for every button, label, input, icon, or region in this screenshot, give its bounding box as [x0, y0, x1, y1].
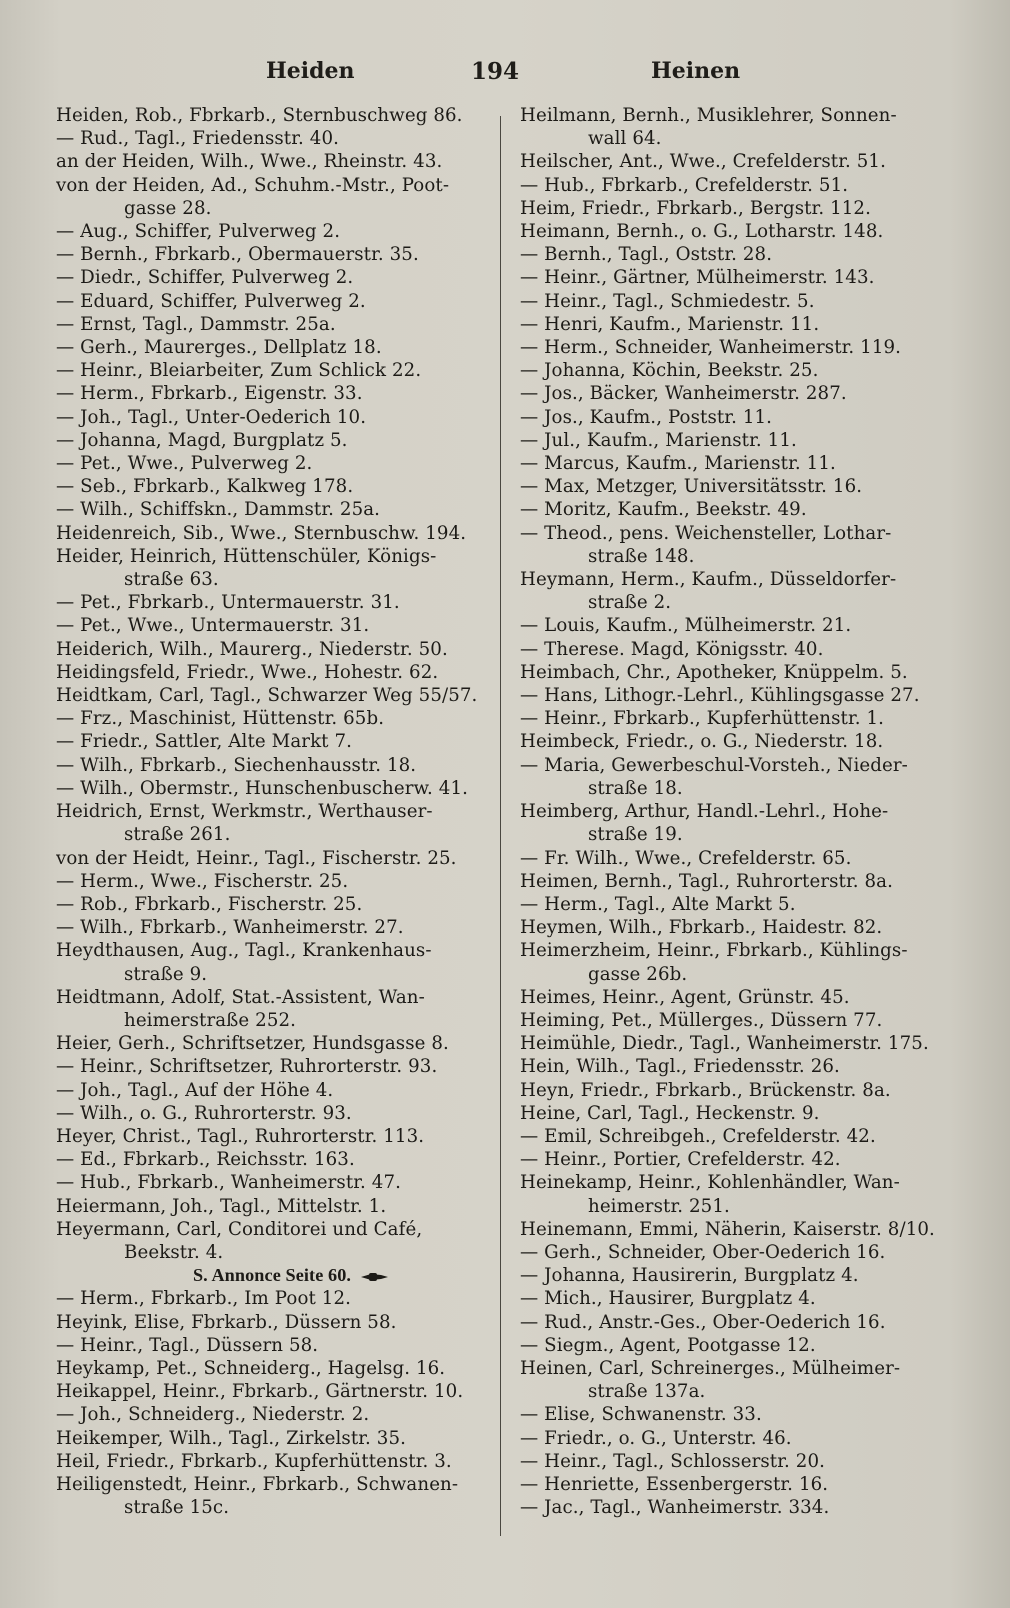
entry-continuation [520, 127, 952, 150]
directory-entry [520, 1032, 952, 1055]
entry-text: von der Heidt, Heinr., Tagl., Fischerstr. 25. [56, 847, 457, 869]
directory-entry [56, 1334, 486, 1357]
entry-text: — Wilh., o. G., Ruhrorterstr. 93. [56, 1102, 352, 1124]
directory-entry [56, 1148, 486, 1171]
directory-entry [56, 893, 486, 916]
directory-entry [520, 1241, 952, 1264]
directory-entry [56, 777, 486, 800]
entry-text: Beekstr. 4. [124, 1241, 224, 1263]
directory-entry [56, 1079, 486, 1102]
entry-text: Heimberg, Arthur, Handl.-Lehrl., Hohe- [520, 801, 889, 823]
entry-text: — Pet., Wwe., Pulverweg 2. [56, 453, 313, 475]
entry-text: Heyer, Christ., Tagl., Ruhrorterstr. 113. [56, 1125, 425, 1147]
directory-entry [56, 1311, 486, 1334]
entry-text: — Herm., Wwe., Fischerstr. 25. [56, 870, 349, 892]
entry-continuation [56, 1009, 486, 1032]
directory-entry [56, 870, 486, 893]
entry-continuation [520, 591, 952, 614]
header-right-keyword: Heinen [651, 58, 741, 84]
directory-entry [520, 1102, 952, 1125]
directory-entry [56, 707, 486, 730]
entry-continuation [520, 963, 952, 986]
directory-entry [520, 336, 952, 359]
entry-text: — Wilh., Obermstr., Hunschenbuscherw. 41. [56, 777, 469, 799]
entry-text: — Ed., Fbrkarb., Reichsstr. 163. [56, 1149, 355, 1171]
entry-text: — Pet., Fbrkarb., Untermauerstr. 31. [56, 592, 400, 614]
entry-text: — Friedr., o. G., Unterstr. 46. [520, 1427, 792, 1449]
entry-text: — Moritz, Kaufm., Beekstr. 49. [520, 499, 807, 521]
entry-text: — Herm., Tagl., Alte Markt 5. [520, 893, 796, 915]
entry-text: — Diedr., Schiffer, Pulverweg 2. [56, 267, 354, 289]
directory-entry [56, 406, 486, 429]
directory-entry [520, 197, 952, 220]
entry-text: Heiermann, Joh., Tagl., Mittelstr. 1. [56, 1195, 387, 1217]
entry-text: — Therese. Magd, Königsstr. 40. [520, 638, 824, 660]
directory-entry [520, 174, 952, 197]
directory-entry [56, 800, 486, 823]
directory-entry [520, 475, 952, 498]
entry-text: Heyink, Elise, Fbrkarb., Düssern 58. [56, 1311, 397, 1333]
directory-entry [56, 313, 486, 336]
directory-entry [56, 591, 486, 614]
entry-text: Heier, Gerh., Schriftsetzer, Hundsgasse 8. [56, 1033, 449, 1055]
directory-entry [520, 1496, 952, 1519]
directory-entry [520, 1287, 952, 1310]
entry-text: Heinemann, Emmi, Näherin, Kaiserstr. 8/10. [520, 1218, 935, 1240]
directory-entry [56, 522, 486, 545]
directory-entry [56, 1055, 486, 1078]
directory-entry [56, 684, 486, 707]
advertisement-notice [56, 1264, 486, 1287]
entry-text: — Heinr., Fbrkarb., Kupferhüttenstr. 1. [520, 708, 885, 730]
directory-entry [56, 1218, 486, 1241]
page-header [56, 58, 956, 98]
directory-entry [520, 498, 952, 521]
directory-entry [520, 800, 952, 823]
entry-text: Hein, Wilh., Tagl., Friedensstr. 26. [520, 1056, 840, 1078]
entry-text: — Bernh., Fbrkarb., Obermauerstr. 35. [56, 244, 419, 266]
entry-text: an der Heiden, Wilh., Wwe., Rheinstr. 43. [56, 151, 443, 173]
entry-text: — Rud., Tagl., Friedensstr. 40. [56, 128, 339, 150]
directory-entry [520, 638, 952, 661]
entry-text: straße 148. [588, 545, 695, 567]
directory-entry [56, 545, 486, 568]
entry-text: — Elise, Schwanenstr. 33. [520, 1404, 762, 1426]
directory-entry [520, 1218, 952, 1241]
entry-text: — Frz., Maschinist, Hüttenstr. 65b. [56, 708, 385, 730]
entry-text: — Heinr., Portier, Crefelderstr. 42. [520, 1149, 841, 1171]
pointing-hand-icon [359, 1271, 389, 1283]
entry-text: Heimbeck, Friedr., o. G., Niederstr. 18. [520, 731, 884, 753]
entry-text: — Johanna, Magd, Burgplatz 5. [56, 429, 348, 451]
directory-entry [56, 1287, 486, 1310]
entry-text: — Herm., Fbrkarb., Im Poot 12. [56, 1288, 352, 1310]
entry-text: Heimes, Heinr., Agent, Grünstr. 45. [520, 986, 850, 1008]
entry-text: Heilmann, Bernh., Musiklehrer, Sonnen- [520, 105, 897, 126]
directory-entry [520, 406, 952, 429]
entry-continuation [520, 545, 952, 568]
entry-text: Heil, Friedr., Fbrkarb., Kupferhüttenstr. 3. [56, 1450, 452, 1472]
directory-entry [56, 986, 486, 1009]
directory-entry [520, 359, 952, 382]
entry-text: — Heinr., Bleiarbeiter, Zum Schlick 22. [56, 360, 422, 382]
directory-entry [56, 614, 486, 637]
entry-text: — Bernh., Tagl., Oststr. 28. [520, 244, 773, 266]
right-column [520, 104, 952, 1519]
entry-text: Heilscher, Ant., Wwe., Crefelderstr. 51. [520, 151, 886, 173]
directory-entry [56, 1403, 486, 1426]
entry-continuation [56, 1241, 486, 1264]
header-left-keyword: Heiden [266, 58, 355, 84]
entry-text: — Johanna, Hausirerin, Burgplatz 4. [520, 1265, 859, 1287]
entry-text: Heidtkam, Carl, Tagl., Schwarzer Weg 55/57. [56, 685, 478, 707]
entry-text: — Siegm., Agent, Pootgasse 12. [520, 1334, 816, 1356]
entry-text: Heimann, Bernh., o. G., Lotharstr. 148. [520, 221, 884, 243]
entry-text: — Heinr., Schriftsetzer, Ruhrorterstr. 93. [56, 1056, 438, 1078]
entry-text: Heyn, Friedr., Fbrkarb., Brückenstr. 8a. [520, 1079, 891, 1101]
entry-text: Heidingsfeld, Friedr., Wwe., Hohestr. 62. [56, 661, 439, 683]
entry-text: Heiderich, Wilh., Maurerg., Niederstr. 50. [56, 638, 448, 660]
entry-text: — Herm., Schneider, Wanheimerstr. 119. [520, 337, 902, 359]
entry-continuation [56, 823, 486, 846]
entry-text: straße 15c. [124, 1497, 230, 1519]
entry-text: gasse 26b. [588, 963, 688, 985]
entry-text: — Heinr., Gärtner, Mülheimerstr. 143. [520, 267, 875, 289]
directory-entry [56, 847, 486, 870]
directory-entry [56, 638, 486, 661]
directory-entry [520, 150, 952, 173]
entry-text: — Eduard, Schiffer, Pulverweg 2. [56, 290, 366, 312]
entry-text: — Heinr., Tagl., Schmiedestr. 5. [520, 290, 815, 312]
entry-text: — Fr. Wilh., Wwe., Crefelderstr. 65. [520, 847, 852, 869]
entry-text: Heinen, Carl, Schreinerges., Mülheimer- [520, 1357, 901, 1379]
directory-entry [520, 452, 952, 475]
directory-entry [520, 986, 952, 1009]
entry-continuation [520, 823, 952, 846]
entry-text: Heimühle, Diedr., Tagl., Wanheimerstr. 175. [520, 1033, 929, 1055]
directory-entry [520, 290, 952, 313]
directory-entry [520, 1125, 952, 1148]
entry-text: — Jac., Tagl., Wanheimerstr. 334. [520, 1497, 830, 1519]
directory-entry [520, 893, 952, 916]
entry-text: Heidrich, Ernst, Werkmstr., Werthauser- [56, 801, 433, 823]
entry-text: wall 64. [588, 128, 662, 150]
entry-text: Heimen, Bernh., Tagl., Ruhrorterstr. 8a. [520, 870, 894, 892]
directory-entry [56, 1125, 486, 1148]
directory-entry [520, 429, 952, 452]
entry-text: — Max, Metzger, Universitätsstr. 16. [520, 476, 863, 498]
directory-entry [520, 916, 952, 939]
directory-entry [520, 870, 952, 893]
entry-continuation [520, 1195, 952, 1218]
directory-entry [56, 243, 486, 266]
entry-continuation [56, 568, 486, 591]
entry-text: straße 63. [124, 569, 219, 591]
entry-text: — Joh., Schneiderg., Niederstr. 2. [56, 1404, 370, 1426]
entry-text: — Jul., Kaufm., Marienstr. 11. [520, 429, 797, 451]
entry-continuation [520, 1380, 952, 1403]
directory-entry [520, 1264, 952, 1287]
directory-entry [56, 1427, 486, 1450]
entry-text: — Wilh., Fbrkarb., Siechenhausstr. 18. [56, 754, 417, 776]
entry-text: Heymen, Wilh., Fbrkarb., Haidestr. 82. [520, 917, 883, 939]
directory-entry [520, 614, 952, 637]
directory-entry [520, 754, 952, 777]
directory-entry [56, 1450, 486, 1473]
directory-entry [520, 684, 952, 707]
directory-entry [56, 104, 486, 127]
entry-text: Heymann, Herm., Kaufm., Düsseldorfer- [520, 569, 897, 591]
directory-entry [56, 359, 486, 382]
directory-entry [56, 754, 486, 777]
directory-entry [520, 266, 952, 289]
entry-text: — Wilh., Schiffskn., Dammstr. 25a. [56, 499, 381, 521]
directory-entry [56, 429, 486, 452]
entry-text: — Joh., Tagl., Auf der Höhe 4. [56, 1079, 334, 1101]
entry-text: — Joh., Tagl., Unter-Oederich 10. [56, 406, 367, 428]
entry-text: von der Heiden, Ad., Schuhm.-Mstr., Poot- [56, 174, 450, 196]
entry-text: Heinekamp, Heinr., Kohlenhändler, Wan- [520, 1172, 900, 1194]
entry-continuation [520, 777, 952, 800]
directory-entry [56, 661, 486, 684]
entry-text: straße 261. [124, 824, 231, 846]
directory-entry [56, 336, 486, 359]
entry-text: Heykamp, Pet., Schneiderg., Hagelsg. 16. [56, 1357, 446, 1379]
entry-text: straße 18. [588, 777, 683, 799]
directory-entry [56, 498, 486, 521]
entry-text: Heider, Heinrich, Hüttenschüler, Königs- [56, 545, 437, 567]
entry-text: Heim, Friedr., Fbrkarb., Bergstr. 112. [520, 197, 871, 219]
directory-entry [520, 104, 952, 127]
entry-text: Heikemper, Wilh., Tagl., Zirkelstr. 35. [56, 1427, 407, 1449]
entry-text: — Henriette, Essenbergerstr. 16. [520, 1473, 829, 1495]
directory-entry [56, 730, 486, 753]
entry-text: — Hub., Fbrkarb., Wanheimerstr. 47. [56, 1172, 402, 1194]
left-column [56, 104, 486, 1519]
entry-text: Heiligenstedt, Heinr., Fbrkarb., Schwanen- [56, 1473, 459, 1495]
entry-text: — Pet., Wwe., Untermauerstr. 31. [56, 615, 370, 637]
entry-text: Heimbach, Chr., Apotheker, Knüppelm. 5. [520, 661, 908, 683]
entry-text: — Marcus, Kaufm., Marienstr. 11. [520, 453, 836, 475]
directory-entry [520, 661, 952, 684]
entry-text: S. Annonce Seite 60. [192, 1265, 352, 1286]
entry-text: — Louis, Kaufm., Mülheimerstr. 21. [520, 615, 852, 637]
entry-text: — Gerh., Maurerges., Dellplatz 18. [56, 337, 382, 359]
directory-entry [520, 1357, 952, 1380]
directory-entry [56, 1032, 486, 1055]
entry-text: — Seb., Fbrkarb., Kalkweg 178. [56, 476, 354, 498]
entry-text: Heyermann, Carl, Conditorei und Café, [56, 1218, 423, 1240]
entry-text: — Hub., Fbrkarb., Crefelderstr. 51. [520, 174, 849, 196]
directory-entry [520, 1148, 952, 1171]
entry-text: straße 19. [588, 824, 683, 846]
entry-text: Heine, Carl, Tagl., Heckenstr. 9. [520, 1102, 820, 1124]
entry-text: Heiming, Pet., Müllerges., Düssern 77. [520, 1009, 883, 1031]
directory-entry [520, 1427, 952, 1450]
directory-entry [56, 220, 486, 243]
entry-text: Heidenreich, Sib., Wwe., Sternbuschw. 194. [56, 522, 467, 544]
directory-entry [520, 1450, 952, 1473]
directory-entry [56, 1473, 486, 1496]
entry-text: Heimerzheim, Heinr., Fbrkarb., Kühlings- [520, 940, 908, 962]
directory-entry [520, 847, 952, 870]
directory-entry [520, 730, 952, 753]
directory-entry [520, 1473, 952, 1496]
directory-entry [520, 1311, 952, 1334]
entry-text: — Henri, Kaufm., Marienstr. 11. [520, 313, 820, 335]
directory-entry [520, 568, 952, 591]
directory-entry [520, 1334, 952, 1357]
entry-text: Heydthausen, Aug., Tagl., Krankenhaus- [56, 940, 432, 962]
entry-text: — Herm., Fbrkarb., Eigenstr. 33. [56, 383, 363, 405]
entry-text: — Ernst, Tagl., Dammstr. 25a. [56, 313, 336, 335]
entry-text: — Gerh., Schneider, Ober-Oederich 16. [520, 1241, 886, 1263]
column-divider [500, 116, 501, 1536]
entry-text: straße 137a. [588, 1381, 706, 1403]
entry-text: — Emil, Schreibgeh., Crefelderstr. 42. [520, 1125, 876, 1147]
entry-text: Heikappel, Heinr., Fbrkarb., Gärtnerstr. 10. [56, 1381, 464, 1403]
directory-entry [56, 1195, 486, 1218]
directory-entry [520, 243, 952, 266]
directory-entry [520, 1403, 952, 1426]
directory-entry [520, 939, 952, 962]
page-number: 194 [471, 58, 520, 85]
entry-text: — Hans, Lithogr.-Lehrl., Kühlingsgasse 27. [520, 685, 920, 707]
entry-text: — Maria, Gewerbeschul-Vorsteh., Nieder- [520, 754, 908, 776]
entry-text: — Mich., Hausirer, Burgplatz 4. [520, 1288, 816, 1310]
directory-entry [520, 1079, 952, 1102]
directory-entry [56, 939, 486, 962]
entry-text: — Jos., Bäcker, Wanheimerstr. 287. [520, 383, 847, 405]
directory-entry [520, 382, 952, 405]
entry-text: heimerstr. 251. [588, 1195, 730, 1217]
entry-text: — Rud., Anstr.-Ges., Ober-Oederich 16. [520, 1311, 886, 1333]
directory-entry [56, 127, 486, 150]
entry-text: — Rob., Fbrkarb., Fischerstr. 25. [56, 893, 363, 915]
directory-entry [56, 1380, 486, 1403]
entry-text: — Aug., Schiffer, Pulverweg 2. [56, 221, 341, 243]
directory-entry [520, 1055, 952, 1078]
entry-text: — Friedr., Sattler, Alte Markt 7. [56, 731, 353, 753]
entry-text: — Johanna, Köchin, Beekstr. 25. [520, 360, 819, 382]
directory-entry [56, 1171, 486, 1194]
directory-entry [520, 1171, 952, 1194]
directory-entry [56, 1102, 486, 1125]
directory-entry [520, 1009, 952, 1032]
directory-entry [56, 452, 486, 475]
entry-text: gasse 28. [124, 197, 212, 219]
directory-entry [56, 150, 486, 173]
directory-entry [56, 266, 486, 289]
entry-text: straße 9. [124, 963, 208, 985]
entry-text: straße 2. [588, 592, 672, 614]
entry-text: — Heinr., Tagl., Schlosserstr. 20. [520, 1450, 825, 1472]
directory-entry [56, 382, 486, 405]
entry-text: — Jos., Kaufm., Poststr. 11. [520, 406, 773, 428]
directory-entry [520, 313, 952, 336]
entry-text: — Heinr., Tagl., Düssern 58. [56, 1334, 319, 1356]
entry-text: Heidtmann, Adolf, Stat.-Assistent, Wan- [56, 986, 425, 1008]
directory-entry [520, 220, 952, 243]
entry-continuation [56, 1496, 486, 1519]
directory-entry [56, 1357, 486, 1380]
entry-text: Heiden, Rob., Fbrkarb., Sternbuschweg 86. [56, 105, 463, 126]
directory-entry [56, 174, 486, 197]
entry-text: — Wilh., Fbrkarb., Wanheimerstr. 27. [56, 917, 404, 939]
directory-entry [56, 290, 486, 313]
entry-text: heimerstraße 252. [124, 1009, 297, 1031]
directory-entry [520, 707, 952, 730]
entry-text: — Theod., pens. Weichensteller, Lothar- [520, 522, 892, 544]
directory-entry [520, 522, 952, 545]
entry-continuation [56, 197, 486, 220]
directory-entry [56, 916, 486, 939]
entry-continuation [56, 963, 486, 986]
directory-entry [56, 475, 486, 498]
